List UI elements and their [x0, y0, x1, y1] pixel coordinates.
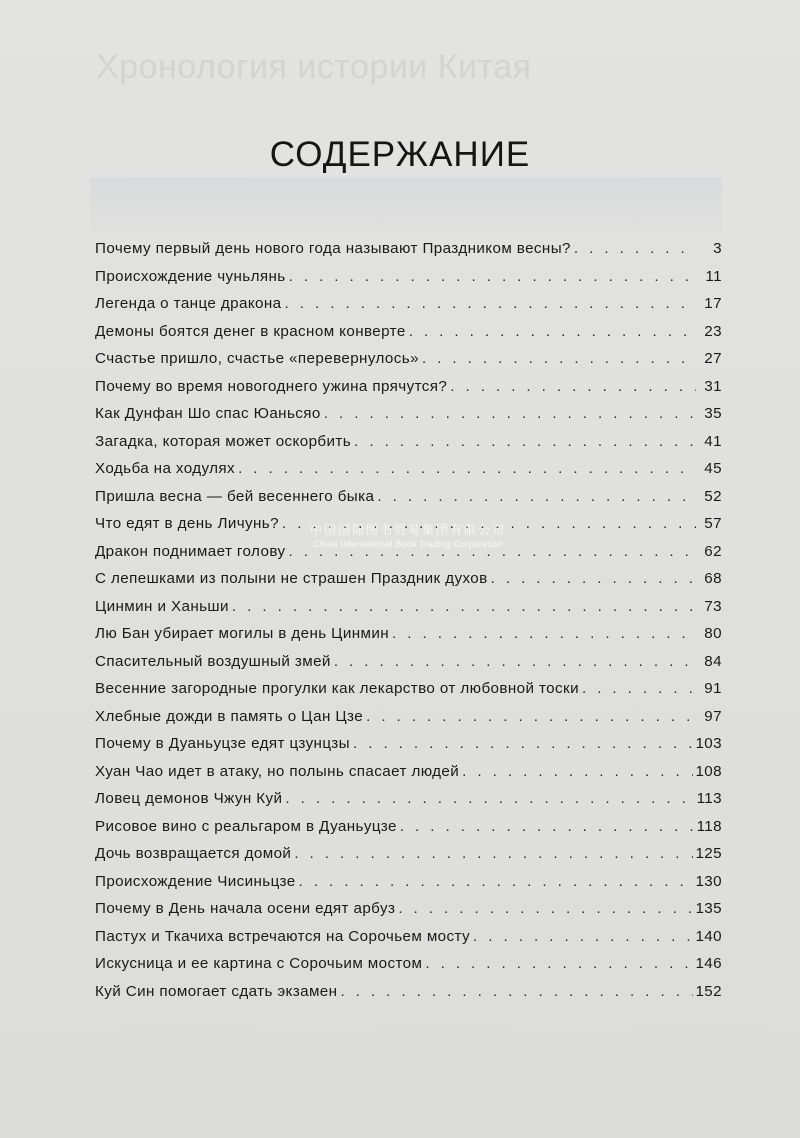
toc-entry-page-number: 103: [695, 735, 722, 752]
toc-entry-title: Ловец демонов Чжун Куй: [95, 790, 283, 807]
toc-entry-title: Почему во время новогоднего ужина прячутся?: [95, 377, 448, 395]
toc-dot-leader: [289, 268, 696, 285]
toc-entry: [95, 983, 722, 1011]
toc-entry-title: Хлебные дожди в память о Цан Цзе: [95, 707, 364, 725]
toc-dot-leader: [334, 653, 696, 670]
toc-entry-title: Лю Бан убирает могилы в день Цинмин: [95, 625, 389, 642]
toc-dot-leader: [450, 378, 696, 395]
watermark-line-2: China International Book Trading Corporation: [313, 539, 503, 549]
toc-entry: [95, 488, 722, 516]
toc-entry-title: Спасительный воздушный змей: [95, 652, 331, 670]
toc-entry: [95, 955, 722, 983]
toc-dot-leader: [582, 680, 696, 697]
toc-dot-leader: [398, 900, 693, 917]
toc-entry-title: Пастух и Ткачиха встречаются на Сорочьем мосту: [95, 927, 471, 945]
toc-entry-page-number: 11: [705, 267, 722, 285]
toc-dot-leader: [366, 708, 696, 725]
watermark-line-1: 中国国际图书贸易集团有限公司: [309, 523, 506, 537]
toc-entry: [95, 708, 722, 736]
toc-entry-page-number: 57: [704, 515, 722, 532]
toc-entry-title: Что едят в день Личунь?: [95, 515, 279, 532]
toc-entry-title: Куй Син помогает сдать экзамен: [95, 982, 338, 1000]
toc-entry: [95, 653, 722, 681]
toc-entry-page-number: 140: [695, 927, 722, 945]
toc-entry-page-number: 23: [704, 322, 722, 340]
toc-entry-title: Рисовое вино с реальгаром в Дуаньуцзе: [95, 817, 397, 835]
toc-dot-leader: [409, 323, 696, 340]
toc-entry-title: Как Дунфан Шо спас Юаньсяо: [95, 405, 321, 422]
toc-entry: [95, 323, 722, 351]
toc-entry-title: Искусница и ее картина с Сорочьим мостом: [95, 955, 423, 972]
toc-dot-leader: [491, 570, 696, 587]
toc-entry-title: Ходьба на ходулях: [95, 460, 236, 477]
toc-entry: [95, 378, 722, 406]
toc-entry: [95, 543, 722, 571]
toc-entry-page-number: 31: [704, 377, 722, 395]
toc-entry: [95, 818, 722, 846]
show-through-band: [90, 178, 722, 232]
toc-entry-title: Происхождение чуньлянь: [95, 267, 286, 285]
toc-entry-page-number: 130: [695, 872, 722, 890]
toc-entry: [95, 515, 722, 543]
toc-dot-leader: [425, 955, 693, 972]
toc-entry: [95, 900, 722, 928]
show-through-title: Хронология истории Китая: [96, 48, 532, 86]
toc-entry-title: С лепешками из полыни не страшен Праздник духов: [95, 570, 488, 587]
toc-dot-leader: [574, 240, 696, 257]
toc-entry-page-number: 17: [704, 295, 722, 312]
toc-entry-title: Дракон поднимает голову: [95, 542, 286, 560]
toc-entry-title: Счастье пришло, счастье «перевернулось»: [95, 350, 419, 367]
toc-dot-leader: [354, 433, 696, 450]
toc-entry-page-number: 152: [695, 982, 722, 1000]
toc-entry-page-number: 97: [704, 707, 722, 725]
toc-dot-leader: [473, 928, 693, 945]
toc-entry-page-number: 3: [713, 240, 722, 257]
toc-entry-page-number: 62: [704, 542, 722, 560]
toc-entry: [95, 598, 722, 626]
toc-entry: [95, 405, 722, 433]
toc-dot-leader: [232, 598, 696, 615]
toc-entry-title: Происхождение Чисиньцзе: [95, 872, 296, 890]
toc-entry-title: Почему в Дуаньуцзе едят цзунцзы: [95, 735, 350, 752]
toc-dot-leader: [238, 460, 696, 477]
toc-entry-page-number: 91: [704, 680, 722, 697]
toc-entry: [95, 928, 722, 956]
toc-entry-title: Весенние загородные прогулки как лекарство от любовной тоски: [95, 680, 579, 697]
toc-entry-page-number: 108: [695, 762, 722, 780]
toc-entry-page-number: 84: [704, 652, 722, 670]
toc-entry-page-number: 73: [704, 597, 722, 615]
toc-entry-page-number: 35: [704, 405, 722, 422]
toc-entry-title: Почему первый день нового года называют Праздником весны?: [95, 240, 571, 257]
toc-entry: [95, 625, 722, 653]
toc-dot-leader: [324, 405, 696, 422]
toc-dot-leader: [422, 350, 696, 367]
toc-entry-page-number: 68: [704, 570, 722, 587]
toc-entry: [95, 680, 722, 708]
toc-entry: [95, 240, 722, 268]
toc-dot-leader: [285, 295, 696, 312]
toc-dot-leader: [285, 790, 694, 807]
toc-dot-leader: [400, 818, 695, 835]
toc-dot-leader: [340, 983, 693, 1000]
table-of-contents: [95, 240, 722, 1010]
toc-dot-leader: [299, 873, 694, 890]
toc-dot-leader: [288, 543, 696, 560]
toc-entry-page-number: 41: [704, 432, 722, 450]
toc-dot-leader: [392, 625, 696, 642]
toc-entry: [95, 268, 722, 296]
toc-entry-page-number: 125: [695, 845, 722, 862]
toc-dot-leader: [353, 735, 693, 752]
toc-entry: [95, 763, 722, 791]
toc-dot-leader: [294, 845, 693, 862]
toc-entry-page-number: 52: [704, 487, 722, 505]
toc-entry-title: Хуан Чао идет в атаку, но полынь спасает людей: [95, 762, 460, 780]
toc-entry: [95, 570, 722, 598]
toc-entry: [95, 433, 722, 461]
page-title: СОДЕРЖАНИЕ: [269, 135, 531, 175]
toc-entry-page-number: 45: [704, 460, 722, 477]
toc-entry: [95, 873, 722, 901]
toc-entry: [95, 845, 722, 873]
toc-entry: [95, 460, 722, 488]
toc-entry-page-number: 27: [704, 350, 722, 367]
toc-dot-leader: [462, 763, 693, 780]
toc-entry-title: Загадка, которая может оскорбить: [95, 432, 352, 450]
toc-entry-title: Почему в День начала осени едят арбуз: [95, 900, 396, 917]
toc-entry-title: Дочь возвращается домой: [95, 845, 292, 862]
toc-dot-leader: [282, 515, 696, 532]
toc-entry-title: Демоны боятся денег в красном конверте: [95, 322, 406, 340]
toc-entry: [95, 295, 722, 323]
toc-entry: [95, 790, 722, 818]
toc-entry-page-number: 118: [696, 817, 722, 835]
toc-entry-page-number: 135: [695, 900, 722, 917]
toc-entry-page-number: 146: [695, 955, 722, 972]
toc-entry-title: Легенда о танце дракона: [95, 295, 282, 312]
toc-entry-page-number: 113: [696, 790, 722, 807]
toc-entry: [95, 735, 722, 763]
toc-entry-title: Цинмин и Ханьши: [95, 597, 229, 615]
toc-dot-leader: [377, 488, 696, 505]
toc-entry-title: Пришла весна — бей весеннего быка: [95, 487, 375, 505]
toc-entry-page-number: 80: [704, 625, 722, 642]
toc-entry: [95, 350, 722, 378]
